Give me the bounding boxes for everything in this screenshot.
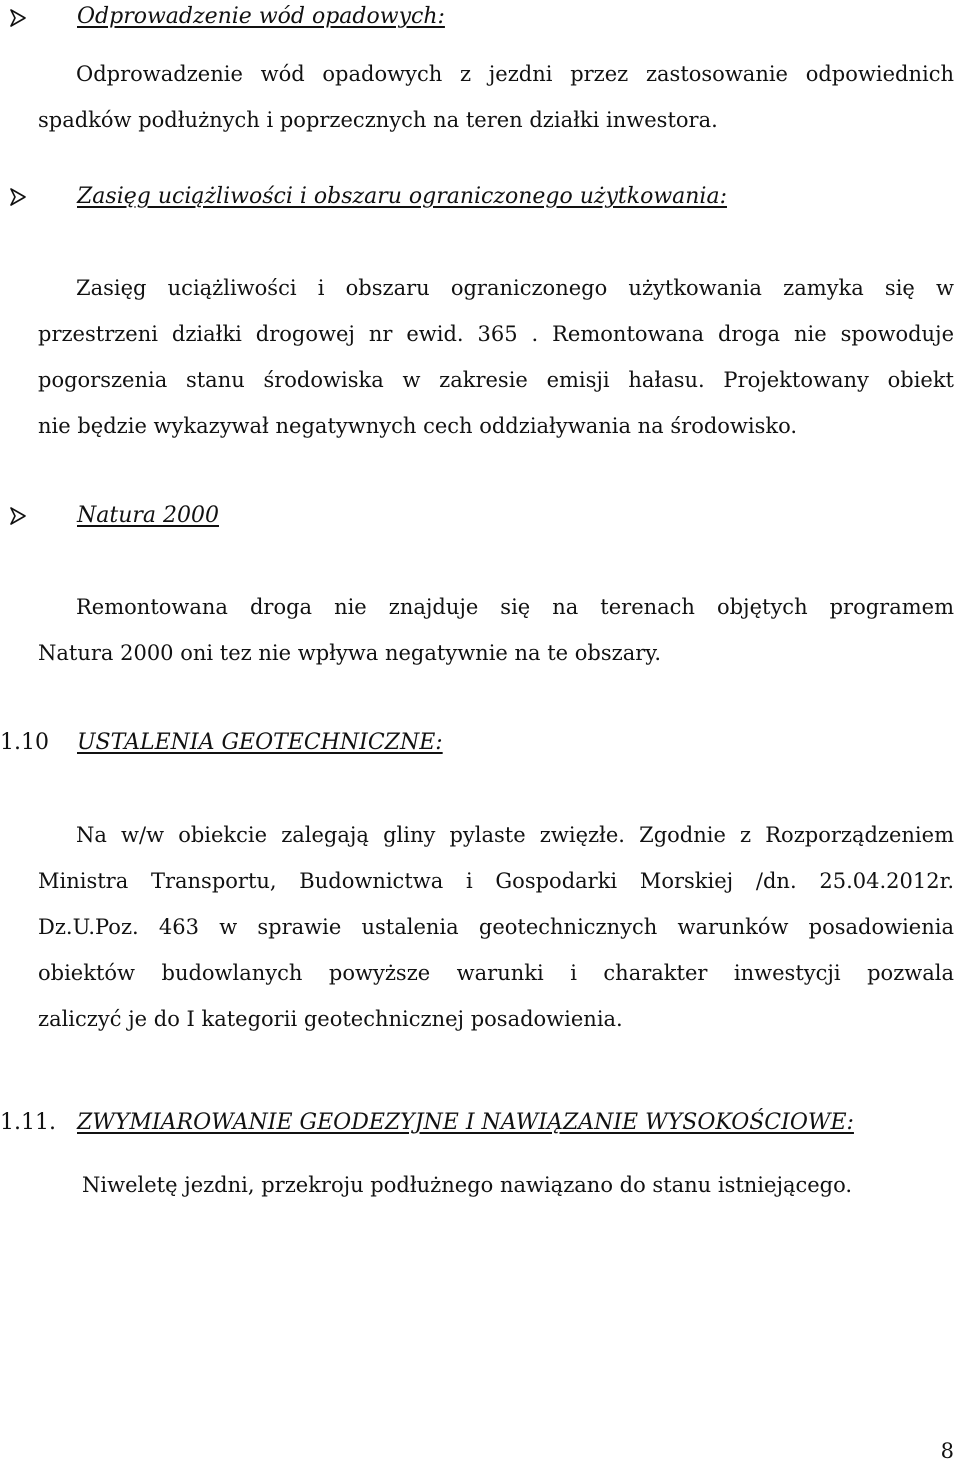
paragraph-line: Niweletę jezdni, przekroju podłużnego nawiązano do stanu istniejącego. (82, 1173, 853, 1197)
heading-label: Odprowadzenie wód opadowych: (77, 4, 445, 29)
paragraph-line: Zasięg uciążliwości i obszaru ograniczonego użytkowania zamyka się w (76, 276, 954, 300)
heading-label: ZWYMIAROWANIE GEODEZYJNE I NAWIĄZANIE WYSOKOŚCIOWE: (77, 1110, 854, 1135)
heading-label: Zasięg uciążliwości i obszaru ograniczonego użytkowania: (77, 184, 727, 209)
paragraph-line: Ministra Transportu, Budownictwa i Gospodarki Morskiej /dn. 25.04.2012r. (38, 869, 954, 893)
paragraph-zasieg (38, 265, 954, 449)
paragraph-line: Odprowadzenie wód opadowych z jezdni przez zastosowanie odpowiednich (76, 62, 954, 86)
paragraph-line: Dz.U.Poz. 463 w sprawie ustalenia geotechnicznych warunków posadowienia (38, 915, 954, 939)
paragraph-line: nie będzie wykazywał negatywnych cech oddziaływania na środowisko. (38, 414, 798, 438)
paragraph-geotech (38, 812, 954, 1042)
section-number: 1.11. (0, 1110, 56, 1135)
paragraph-line: przestrzeni działki drogowej nr ewid. 365 . Remontowana droga nie spowoduje (38, 322, 954, 346)
heading-zwymiarowanie (77, 1106, 854, 1140)
page-number: 8 (940, 1439, 954, 1463)
paragraph-odprowadzenie (38, 51, 954, 143)
heading-zasieg (77, 180, 727, 214)
arrow-bullet-icon (10, 499, 26, 533)
paragraph-line: Na w/w obiekcie zalegają gliny pylaste zwięzłe. Zgodnie z Rozporządzeniem (76, 823, 954, 847)
paragraph-line: spadków podłużnych i poprzecznych na teren działki inwestora. (38, 108, 718, 132)
arrow-bullet-icon (10, 180, 26, 214)
paragraph-line: Natura 2000 oni tez nie wpływa negatywnie na te obszary. (38, 641, 662, 665)
paragraph-natura (38, 584, 954, 676)
heading-natura (77, 499, 219, 533)
paragraph-zwymiarowanie (38, 1162, 954, 1208)
arrow-bullet-icon (10, 1, 26, 35)
paragraph-line: zaliczyć je do I kategorii geotechnicznej posadowienia. (38, 1007, 623, 1031)
heading-label: USTALENIA GEOTECHNICZNE: (77, 730, 443, 755)
paragraph-line: Remontowana droga nie znajduje się na terenach objętych programem (76, 595, 954, 619)
heading-odprowadzenie (77, 0, 445, 34)
heading-label: Natura 2000 (77, 503, 219, 528)
paragraph-line: obiektów budowlanych powyższe warunki i charakter inwestycji pozwala (38, 961, 954, 985)
paragraph-line: pogorszenia stanu środowiska w zakresie emisji hałasu. Projektowany obiekt (38, 368, 954, 392)
section-number: 1.10 (0, 730, 49, 755)
heading-geotech (77, 726, 443, 760)
